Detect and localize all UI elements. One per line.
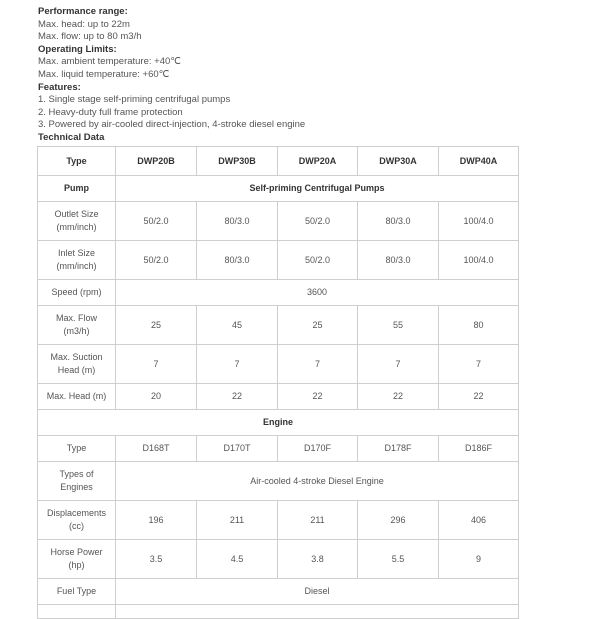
table-cell: 3.8: [278, 540, 358, 579]
model-header: DWP40A: [439, 147, 519, 176]
row-label: Type: [38, 436, 116, 462]
table-row: [38, 462, 519, 501]
ambient-temp-text: Max. ambient temperature: +40℃: [38, 56, 181, 68]
table-row: [38, 579, 519, 605]
engine-section-row: [38, 410, 519, 436]
feature-item-1: 1. Single stage self-priming centrifugal pumps: [38, 94, 231, 106]
table-cell: 50/2.0: [278, 202, 358, 241]
technical-data-heading: Technical Data: [38, 131, 105, 143]
table-cell: 7: [278, 345, 358, 384]
table-cell: 22: [197, 384, 278, 410]
table-cell: 25: [116, 306, 197, 345]
table-header-row: [38, 147, 519, 176]
table-cell: [38, 605, 116, 619]
table-cell: D186F: [439, 436, 519, 462]
model-header: DWP20A: [278, 147, 358, 176]
technical-data-table: [37, 146, 519, 619]
row-label: Fuel Type: [38, 579, 116, 605]
table-cell: 50/2.0: [116, 202, 197, 241]
table-cell: 80: [439, 306, 519, 345]
table-row: [38, 436, 519, 462]
type-header: Type: [38, 147, 116, 176]
table-cell: 3.5: [116, 540, 197, 579]
table-cell: 80/3.0: [358, 241, 439, 280]
feature-item-3: 3. Powered by air-cooled direct-injection, 4-stroke diesel engine: [38, 119, 306, 131]
table-cell: 211: [278, 501, 358, 540]
table-row: [38, 306, 519, 345]
row-label: Displacements (cc): [38, 501, 116, 540]
table-cell: 7: [116, 345, 197, 384]
table-cell: Diesel: [116, 579, 519, 605]
pump-section-row: [38, 176, 519, 202]
table-cell: 100/4.0: [439, 202, 519, 241]
pump-type-value: Self-priming Centrifugal Pumps: [116, 176, 519, 202]
table-cell: 22: [278, 384, 358, 410]
table-cell: 7: [358, 345, 439, 384]
product-intro: [38, 6, 558, 145]
table-cell: 45: [197, 306, 278, 345]
table-cell: 7: [439, 345, 519, 384]
row-label: Horse Power (hp): [38, 540, 116, 579]
pump-section-label: Pump: [38, 176, 116, 202]
table-cell: D168T: [116, 436, 197, 462]
table-row: [38, 345, 519, 384]
table-cell: 3600: [116, 280, 519, 306]
table-cell: 80/3.0: [358, 202, 439, 241]
table-cell: D170T: [197, 436, 278, 462]
table-row: [38, 202, 519, 241]
table-cell: 22: [358, 384, 439, 410]
row-label: Inlet Size (mm/inch): [38, 241, 116, 280]
table-cell: 5.5: [358, 540, 439, 579]
table-cell: 25: [278, 306, 358, 345]
row-label: Max. Head (m): [38, 384, 116, 410]
table-cell: 50/2.0: [116, 241, 197, 280]
max-head-text: Max. head: up to 22m: [38, 18, 130, 30]
table-cell: 7: [197, 345, 278, 384]
table-cell: 80/3.0: [197, 241, 278, 280]
operating-limits-heading: Operating Limits:: [38, 43, 117, 55]
table-cell: 211: [197, 501, 278, 540]
table-cell: 20: [116, 384, 197, 410]
row-label: Outlet Size (mm/inch): [38, 202, 116, 241]
table-cell: 55: [358, 306, 439, 345]
table-row: [38, 605, 519, 619]
feature-item-2: 2. Heavy-duty full frame protection: [38, 106, 183, 118]
model-header: DWP30B: [197, 147, 278, 176]
row-label: Max. Suction Head (m): [38, 345, 116, 384]
performance-heading: Performance range:: [38, 6, 128, 17]
table-cell: 296: [358, 501, 439, 540]
table-cell: 22: [439, 384, 519, 410]
table-cell: 9: [439, 540, 519, 579]
engine-section-label: Engine: [38, 410, 519, 436]
table-row: [38, 280, 519, 306]
liquid-temp-text: Max. liquid temperature: +60℃: [38, 68, 170, 80]
table-cell: Air-cooled 4-stroke Diesel Engine: [116, 462, 519, 501]
table-row: [38, 241, 519, 280]
row-label: Speed (rpm): [38, 280, 116, 306]
table-cell: 100/4.0: [439, 241, 519, 280]
table-row: [38, 384, 519, 410]
table-cell: 50/2.0: [278, 241, 358, 280]
table-cell: 406: [439, 501, 519, 540]
row-label: Max. Flow (m3/h): [38, 306, 116, 345]
table-cell: [116, 605, 519, 619]
row-label: Types of Engines: [38, 462, 116, 501]
table-row: [38, 540, 519, 579]
table-row: [38, 501, 519, 540]
table-cell: D178F: [358, 436, 439, 462]
table-cell: 4.5: [197, 540, 278, 579]
table-cell: 196: [116, 501, 197, 540]
features-heading: Features:: [38, 81, 81, 93]
table-cell: D170F: [278, 436, 358, 462]
model-header: DWP20B: [116, 147, 197, 176]
max-flow-text: Max. flow: up to 80 m3/h: [38, 31, 142, 43]
table-cell: 80/3.0: [197, 202, 278, 241]
model-header: DWP30A: [358, 147, 439, 176]
